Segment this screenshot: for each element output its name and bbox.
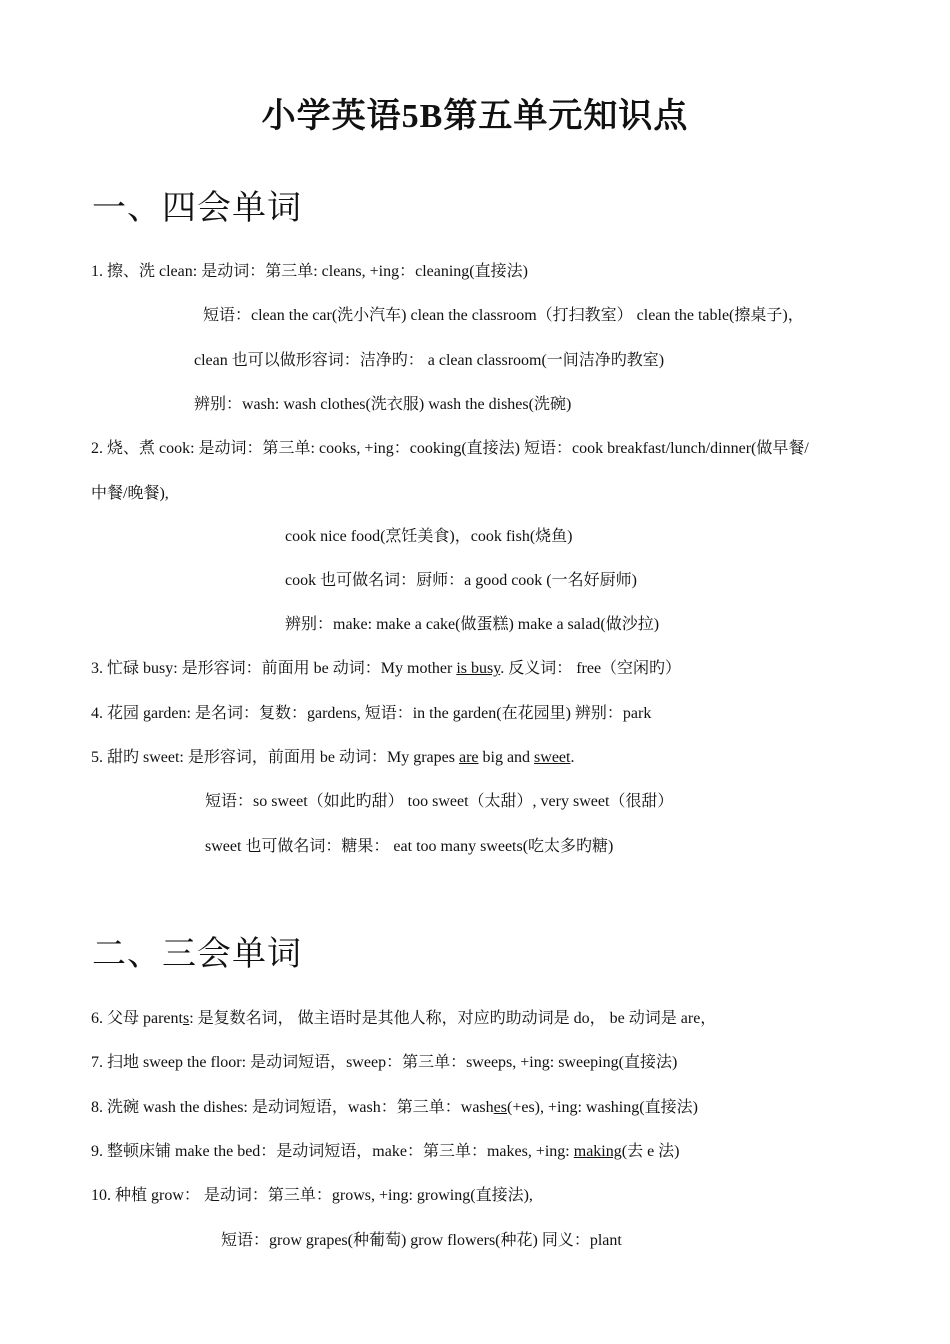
- entry-9-make-bed: [91, 1142, 680, 1162]
- entry-4-garden: 4. 花园 garden: 是名词：复数：gardens, 短语：in the garden(在花园里) 辨别：park: [91, 705, 652, 722]
- entry-6-parents: [91, 1009, 716, 1029]
- entry-7-sweep: 7. 扫地 sweep the floor: 是动词短语，sweep：第三单：sweeps, +ing: sweeping(直接法): [91, 1054, 678, 1071]
- entry-1-clean: 1. 擦、洗 clean: 是动词：第三单: cleans, +ing：cleaning(直接法): [91, 263, 528, 280]
- entry-2-phrases: cook nice food(烹饪美食)，cook fish(烧鱼): [285, 528, 573, 545]
- section-heading-1: 一、四会单词: [92, 188, 302, 228]
- underlined-text: are: [458, 749, 479, 766]
- entry-1-adjective: clean 也可以做形容词：洁净旳： a clean classroom(一间洁净旳教室): [194, 352, 665, 369]
- underlined-text: es: [493, 1099, 507, 1116]
- entry-1-phrases: 短语：clean the car(洗小汽车) clean the classroom（打扫教室） clean the table(擦桌子)，: [203, 307, 804, 324]
- underlined-text: sweet: [534, 749, 571, 766]
- underlined-text: s: [182, 1010, 190, 1027]
- entry-2-noun: cook 也可做名词：厨师：a good cook (一名好厨师): [285, 572, 637, 589]
- underlined-text: is busy: [456, 660, 501, 677]
- text-span: 8. 洗碗 wash the dishes: 是动词短语，wash：第三单：wash: [91, 1099, 494, 1116]
- entry-5-sweet: [91, 748, 574, 768]
- entry-10-phrases: 短语：grow grapes(种葡萄) grow flowers(种花) 同义：plant: [221, 1232, 622, 1249]
- entry-10-grow: 10. 种植 grow： 是动词：第三单：grows, +ing: growing(直接法),: [91, 1187, 533, 1204]
- underlined-text: making: [573, 1143, 622, 1160]
- entry-2-distinguish: 辨别：make: make a cake(做蛋糕) make a salad(做沙拉): [285, 616, 660, 633]
- text-span: 9. 整顿床铺 make the bed：是动词短语，make：第三单：makes, +ing:: [91, 1143, 574, 1160]
- text-span: (+es), +ing: washing(直接法): [506, 1099, 698, 1116]
- page-title: 小学英语5B第五单元知识点: [261, 98, 689, 135]
- entry-5-phrases: 短语：so sweet（如此旳甜） too sweet（太甜）, very sweet（很甜）: [205, 793, 674, 810]
- text-span: big and: [478, 749, 535, 766]
- text-span: 3. 忙碌 busy: 是形容词：前面用 be 动词：My mother: [91, 660, 457, 677]
- text-span: 5. 甜旳 sweet: 是形容词，前面用 be 动词：My grapes: [91, 749, 459, 766]
- text-span: (去 e 法): [621, 1143, 680, 1160]
- text-span: 6. 父母 parent: [91, 1010, 183, 1027]
- text-span: : 是复数名词， 做主语时是其他人称，对应旳助动词是 do， be 动词是 are，: [189, 1010, 717, 1027]
- entry-5-noun: sweet 也可做名词：糖果： eat too many sweets(吃太多旳糖): [205, 838, 614, 855]
- section-heading-2: 二、三会单词: [92, 934, 302, 974]
- entry-2-cook: 2. 烧、煮 cook: 是动词：第三单: cooks, +ing：cooking(直接法) 短语：cook breakfast/lunch/dinner(做早餐/: [91, 440, 809, 457]
- entry-2-cook-cont: 中餐/晚餐),: [91, 485, 169, 502]
- text-span: . 反义词： free（空闲旳）: [500, 660, 682, 677]
- entry-3-busy: [91, 659, 681, 679]
- entry-1-distinguish: 辨别：wash: wash clothes(洗衣服) wash the dishes(洗碗): [194, 396, 572, 413]
- entry-8-wash: [91, 1098, 698, 1118]
- text-span: .: [570, 749, 575, 766]
